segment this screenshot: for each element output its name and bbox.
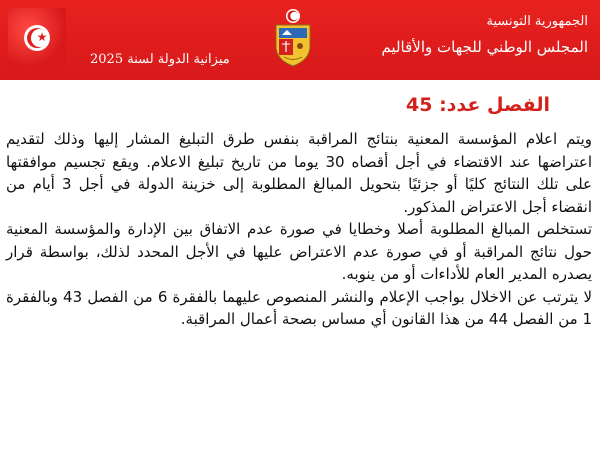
header-council-title: المجلس الوطني للجهات والأقاليم [381,38,588,56]
chapter-number: 45 [406,94,433,116]
paragraph: لا يترتب عن الاخلال بواجب الإعلام والنشر المنصوص عليهما بالفقرة 6 من الفصل 43 وبالفقرة 1 من الفصل 44 من هذا القانون أي مساس بصحة أعمال المراقبة. [6,287,592,328]
paragraph: ويتم اعلام المؤسسة المعنية بنتائج المراقبة بنفس طرق التبليغ المشار إليها وذلك لتقديم اعتراضها عند الاقتضاء في أجل أقصاه 30 يوما من تاريخ تبليغ الاعلام. ويقع تجسيم موافقتها على تلك النتائج كليًا أو جزئيًا بتحويل المبالغ المطلوبة إلى خزينة الدولة في أجل 3 أيام من انقضاء أجل الاعتراض المذكور. [6,130,592,216]
tunisia-coat-of-arms-icon [270,8,316,68]
header-banner [0,0,600,80]
budget-label: ميزانية الدولة لسنة 2025 [90,52,230,67]
header-republic-title: الجمهورية التونسية [486,14,588,29]
article-body [6,128,592,331]
chapter-heading [406,94,550,116]
tunisia-flag-icon: ★ [8,8,66,68]
chapter-label: الفصل عدد: [439,94,550,116]
paragraph: تستخلص المبالغ المطلوبة أصلا وخطايا في صورة عدم الاتفاق بين الإدارة والمؤسسة المعنية حول نتائج المراقبة أو في صورة عدم الاعتراض عليها في الأجل المحدد لذلك، بواسطة قرار يصدره المدير العام للأداءات أو من ينوبه. [6,220,592,283]
